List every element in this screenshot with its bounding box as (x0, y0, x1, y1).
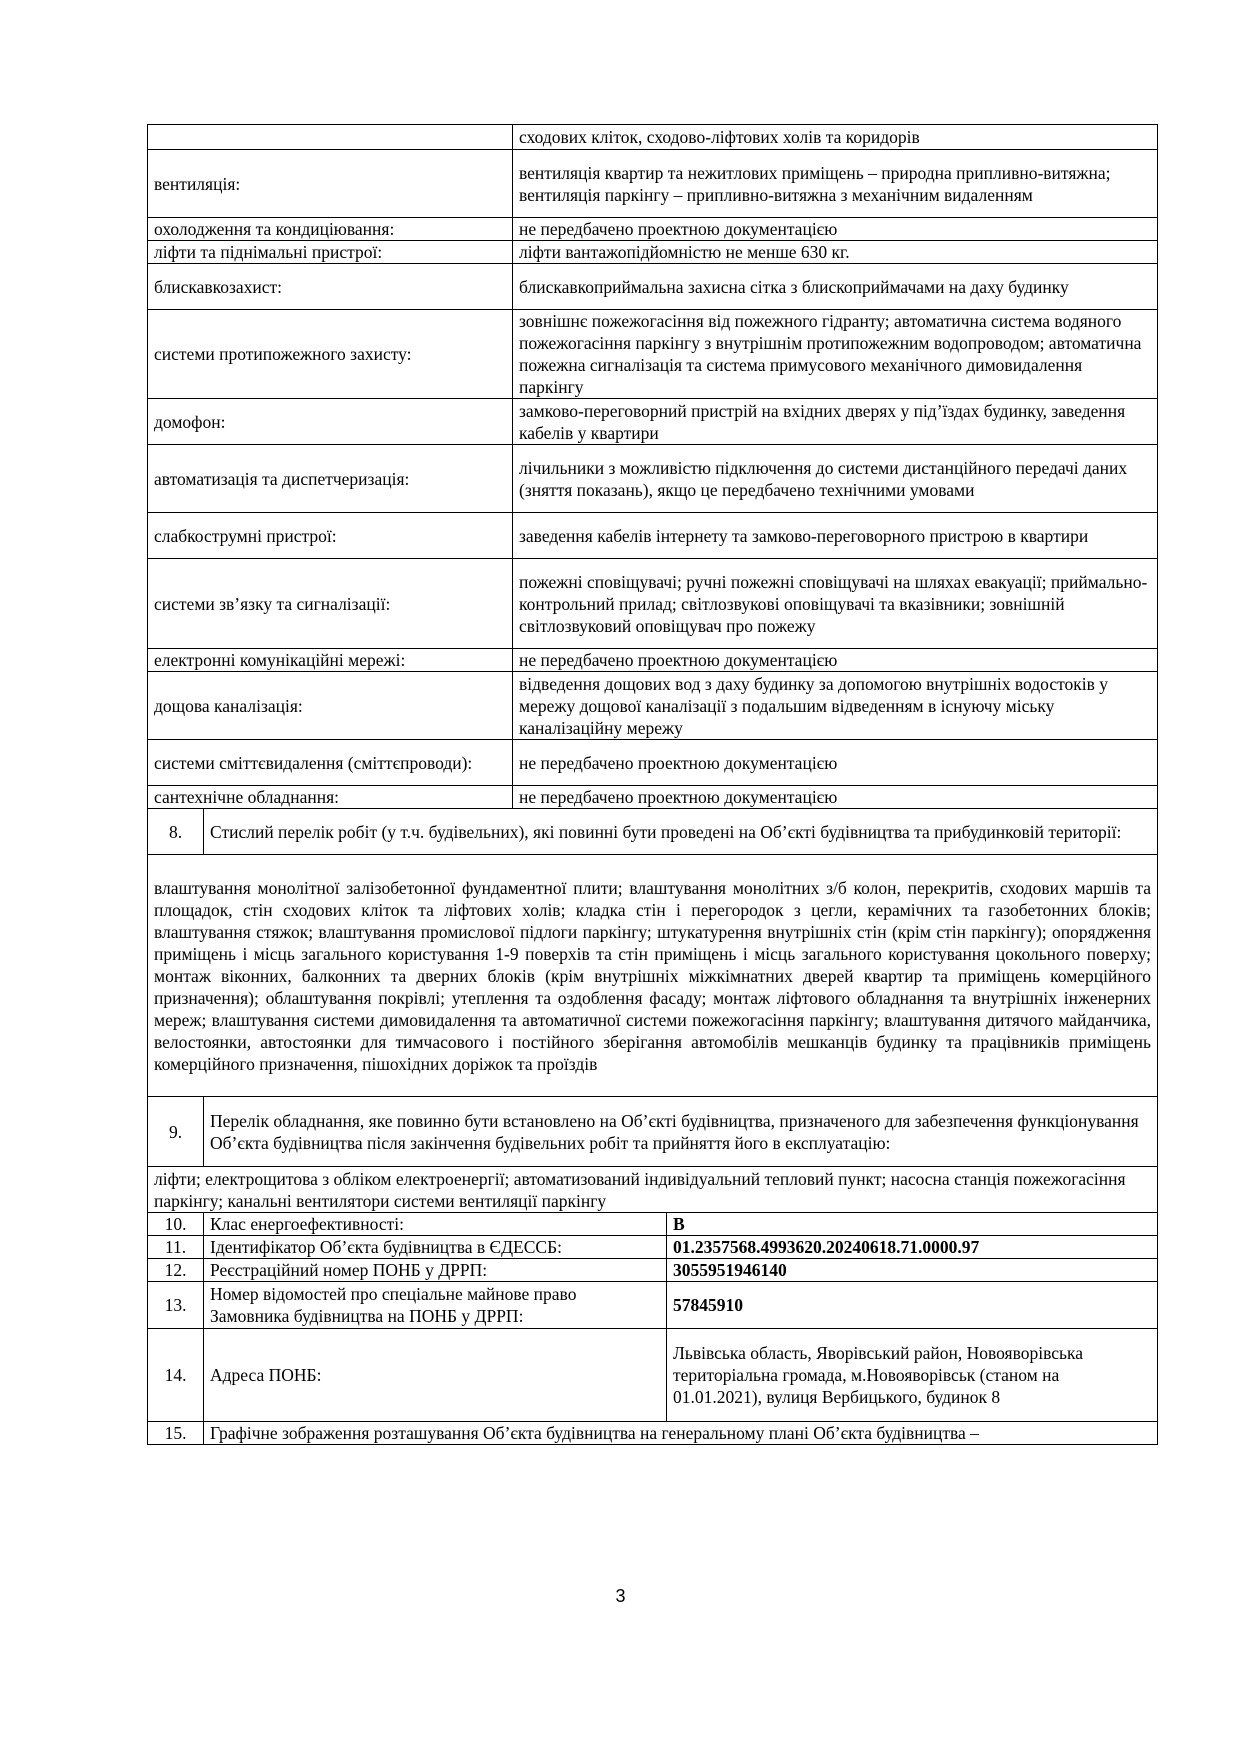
section-title: Перелік обладнання, яке повинно бути встановлено на Об’єкті будівництва, призначеного для забезпечення функціонування Об’єкта будівництва після закінчення будівельних робіт та прийняття його в експлуатацію: (204, 1097, 1158, 1167)
item-label: Клас енергоефективності: (204, 1213, 667, 1236)
table-row (148, 218, 1158, 241)
section-title: Стислий перелік робіт (у т.ч. будівельних), які повинні бути проведені на Об’єкті будівництва та прибудинковій території: (204, 809, 1158, 855)
table-row (148, 241, 1158, 264)
item-value: Львівська область, Яворівський район, Новояворівська територіальна громада, м.Новояворівськ (станом на 01.01.2021), вулиця Вербицького, будинок 8 (667, 1329, 1158, 1422)
table-row (148, 1329, 1158, 1422)
table-row (148, 1213, 1158, 1236)
section-text: ліфти; електрощитова з обліком електроенергії; автоматизований індивідуальний тепловий пункт; насосна станція пожежогасіння паркінгу; канальні вентилятори системи вентиляції паркінгу (148, 1167, 1158, 1213)
item-value: 3055951946140 (667, 1259, 1158, 1282)
item-label: Реєстраційний номер ПОНБ у ДРРП: (204, 1259, 667, 1282)
system-label: електронні комунікаційні мережі: (148, 649, 513, 672)
table-row (148, 310, 1158, 399)
system-label: системи сміттєвидалення (сміттєпроводи): (148, 740, 513, 786)
table-row (148, 399, 1158, 445)
system-label: домофон: (148, 399, 513, 445)
section-9-body (148, 1167, 1158, 1213)
system-label: системи протипожежного захисту: (148, 310, 513, 399)
system-value: замково-переговорний пристрій на вхідних дверях у під’їздах будинку, заведення кабелів у квартири (513, 399, 1158, 445)
item-number: 13. (148, 1282, 204, 1329)
table-row (148, 1236, 1158, 1259)
system-value: відведення дощових вод з даху будинку за допомогою внутрішніх водостоків у мережу дощової каналізації з подальшим відведенням в існуючу міську каналізаційну мережу (513, 672, 1158, 740)
item-value: 01.2357568.4993620.20240618.71.0000.97 (667, 1236, 1158, 1259)
item-number: 10. (148, 1213, 204, 1236)
section-number: 8. (148, 809, 204, 855)
item-value: 57845910 (667, 1282, 1158, 1329)
section-number: 9. (148, 1097, 204, 1167)
system-value: лічильники з можливістю підключення до системи дистанційного передачі даних (зняття показань), якщо це передбачено технічними умовами (513, 445, 1158, 513)
section-number: 15. (148, 1422, 204, 1445)
section-8-body (148, 855, 1158, 1097)
system-value: блискавкоприймальна захисна сітка з блископриймачами на даху будинку (513, 264, 1158, 310)
system-label: вентиляція: (148, 150, 513, 218)
item-number: 11. (148, 1236, 204, 1259)
system-value: вентиляція квартир та нежитлових приміщень – природна припливно-витяжна; вентиляція паркінгу – припливно-витяжна з механічним видаленням (513, 150, 1158, 218)
system-value: не передбачено проектною документацією (513, 786, 1158, 809)
page-number: 3 (615, 1586, 626, 1606)
system-value: ліфти вантажопідйомністю не менше 630 кг. (513, 241, 1158, 264)
table-row (148, 740, 1158, 786)
item-number: 12. (148, 1259, 204, 1282)
system-label: системи зв’язку та сигналізації: (148, 559, 513, 649)
section-9-header (148, 1097, 1158, 1167)
table-row (148, 649, 1158, 672)
section-text: влаштування монолітної залізобетонної фундаментної плити; влаштування монолітних з/б колон, перекритів, сходових маршів та площадок, стін сходових кліток та ліфтових холів; кладка стін і перегородок з цегли, керамічних та газобетонних блоків; влаштування стяжок; влаштування промислової підлоги паркінгу; штукатурення внутрішніх стін (крім стін паркінгу); опорядження приміщень і місць загального користування 1-9 поверхів та стін приміщень і місць загального користування цокольного поверху; монтаж віконних, балконних та дверних блоків (крім внутрішніх міжкімнатних дверей квартир та приміщень комерційного призначення); облаштування покрівлі; утеплення та оздоблення фасаду; монтаж ліфтового обладнання та внутрішніх інженерних мереж; влаштування системи димовидалення та автоматичної системи пожежогасіння паркінгу; влаштування дитячого майданчика, велостоянки, автостоянки для тимчасового і постійного зберігання автомобілів мешканців будинку та працівників приміщень комерційного призначення, пішохідних доріжок та проїздів (148, 855, 1158, 1097)
system-value: не передбачено проектною документацією (513, 218, 1158, 241)
document-page (147, 124, 1157, 1445)
section-text: Графічне зображення розташування Об’єкта будівництва на генеральному плані Об’єкта будівництва – (204, 1422, 1158, 1445)
system-value: не передбачено проектною документацією (513, 740, 1158, 786)
table-row (148, 1259, 1158, 1282)
table-row (148, 559, 1158, 649)
system-value: заведення кабелів інтернету та замково-переговорного пристрою в квартири (513, 513, 1158, 559)
table-row (148, 1282, 1158, 1329)
table-row (148, 445, 1158, 513)
system-value: зовнішнє пожежогасіння від пожежного гідранту; автоматична система водяного пожежогасіння паркінгу з внутрішнім протипожежним водопроводом; автоматична пожежна сигналізація та система примусового механічного димовидалення паркінгу (513, 310, 1158, 399)
system-label: ліфти та піднімальні пристрої: (148, 241, 513, 264)
table-row (148, 513, 1158, 559)
system-label: блискавкозахист: (148, 264, 513, 310)
system-label (148, 125, 513, 150)
item-label: Адреса ПОНБ: (204, 1329, 667, 1422)
item-label: Ідентифікатор Об’єкта будівництва в ЄДЕССБ: (204, 1236, 667, 1259)
table-row (148, 786, 1158, 809)
system-label: охолодження та кондиціювання: (148, 218, 513, 241)
item-value: B (667, 1213, 1158, 1236)
section-15-row (148, 1422, 1158, 1445)
system-value: не передбачено проектною документацією (513, 649, 1158, 672)
table-row (148, 150, 1158, 218)
table-row (148, 672, 1158, 740)
system-value: пожежні сповіщувачі; ручні пожежні сповіщувачі на шляхах евакуації; приймально-контрольний прилад; світлозвукові оповіщувачі та вказівники; зовнішній світлозвуковий оповіщувач про пожежу (513, 559, 1158, 649)
table-row (148, 264, 1158, 310)
section-8-header (148, 809, 1158, 855)
systems-table (147, 124, 1158, 1445)
system-value: сходових кліток, сходово-ліфтових холів та коридорів (513, 125, 1158, 150)
system-label: автоматизація та диспетчеризація: (148, 445, 513, 513)
item-label: Номер відомостей про спеціальне майнове право Замовника будівництва на ПОНБ у ДРРП: (204, 1282, 667, 1329)
table-row (148, 125, 1158, 150)
system-label: дощова каналізація: (148, 672, 513, 740)
system-label: сантехнічне обладнання: (148, 786, 513, 809)
item-number: 14. (148, 1329, 204, 1422)
system-label: слабкострумні пристрої: (148, 513, 513, 559)
